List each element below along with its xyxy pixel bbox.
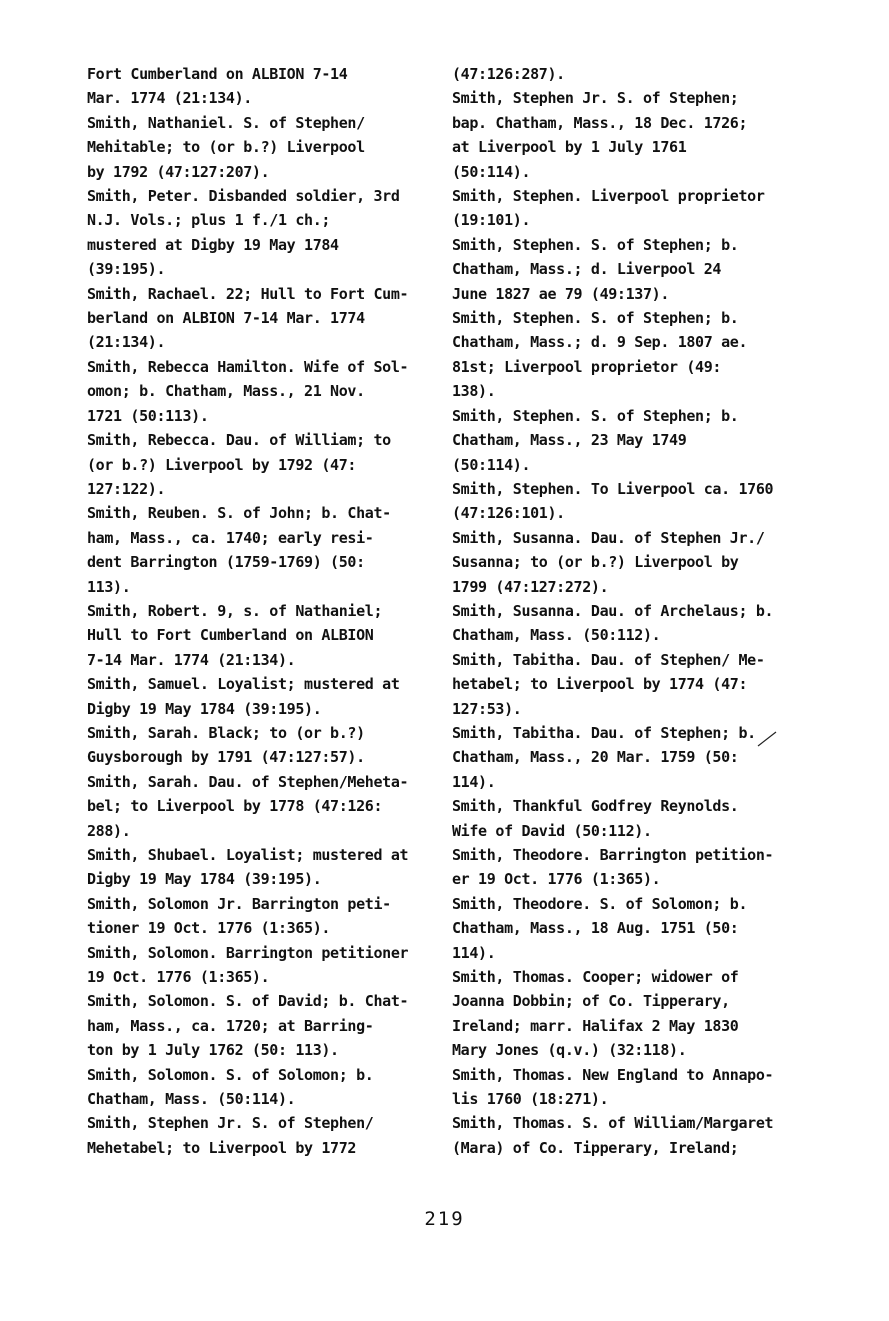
left-column — [87, 62, 442, 1160]
entry-line: omon; b. Chatham, Mass., 21 Nov. — [87, 382, 365, 401]
entry-line: Smith, Sarah. Dau. of Stephen/Meheta- — [87, 772, 409, 791]
entry-line: Digby 19 May 1784 (39:195). — [87, 699, 322, 718]
entry-line: Smith, Nathaniel. S. of Stephen/ — [87, 113, 365, 132]
entry-line: (47:126:101). — [452, 504, 565, 523]
entry-line: Smith, Thomas. S. of William/Margaret — [452, 1114, 774, 1133]
entry-line: mustered at Digby 19 May 1784 — [87, 235, 339, 254]
index-entry — [87, 501, 442, 599]
entry-line: (47:126:287). — [452, 65, 565, 83]
entry-line: Smith, Thomas. Cooper; widower of — [452, 968, 739, 987]
index-entry — [452, 477, 792, 526]
entry-line: Smith, Susanna. Dau. of Stephen Jr./ — [452, 528, 765, 547]
entry-line: Smith, Thankful Godfrey Reynolds. — [452, 797, 739, 816]
index-entry — [87, 892, 442, 941]
index-entry — [452, 1111, 792, 1160]
entry-line: Susanna; to (or b.?) Liverpool by — [452, 553, 739, 572]
entry-line: Smith, Theodore. S. of Solomon; b. — [452, 894, 748, 913]
index-entry — [452, 1063, 792, 1112]
entry-line: (19:101). — [452, 211, 531, 230]
index-entry — [452, 648, 792, 721]
entry-line: Chatham, Mass. (50:112). — [452, 626, 661, 645]
index-entry — [452, 306, 792, 404]
index-entry — [452, 62, 792, 86]
entry-line: 288). — [87, 821, 131, 840]
entry-line: Digby 19 May 1784 (39:195). — [87, 870, 322, 889]
entry-line: Chatham, Mass.; d. 9 Sep. 1807 ae. — [452, 333, 748, 352]
entry-line: 19 Oct. 1776 (1:365). — [87, 968, 270, 987]
entry-line: 114). — [452, 772, 496, 791]
entry-line: Smith, Stephen. S. of Stephen; b. — [452, 406, 739, 425]
entry-line: (or b.?) Liverpool by 1792 (47: — [87, 455, 357, 474]
index-entry — [87, 941, 442, 990]
entry-line: Chatham, Mass., 20 Mar. 1759 (50: — [452, 748, 739, 767]
entry-line: lis 1760 (18:271). — [452, 1090, 609, 1109]
entry-line: Smith, Stephen. S. of Stephen; b. — [452, 309, 739, 328]
entry-line: hetabel; to Liverpool by 1774 (47: — [452, 675, 748, 694]
entry-line: Chatham, Mass., 18 Aug. 1751 (50: — [452, 919, 739, 938]
entry-line: Smith, Solomon Jr. Barrington peti- — [87, 894, 391, 913]
entry-line: Smith, Rebecca. Dau. of William; to — [87, 431, 391, 450]
entry-line: Smith, Stephen. Liverpool proprietor — [452, 187, 765, 206]
entry-line: er 19 Oct. 1776 (1:365). — [452, 870, 661, 889]
entry-line: 1799 (47:127:272). — [452, 577, 609, 596]
entry-line: tioner 19 Oct. 1776 (1:365). — [87, 919, 331, 938]
entry-line: Smith, Tabitha. Dau. of Stephen/ Me- — [452, 650, 765, 669]
index-entry — [452, 721, 792, 794]
entry-line: ham, Mass., ca. 1740; early resi- — [87, 528, 374, 547]
entry-line: Chatham, Mass. (50:114). — [87, 1090, 296, 1109]
entry-line: ton by 1 July 1762 (50: 113). — [87, 1041, 339, 1060]
entry-line: Smith, Solomon. S. of David; b. Chat- — [87, 992, 409, 1011]
index-entry — [452, 599, 792, 648]
entry-line: (39:195). — [87, 260, 166, 279]
index-entry — [87, 672, 442, 721]
entry-line: Smith, Robert. 9, s. of Nathaniel; — [87, 601, 383, 620]
index-entry — [452, 526, 792, 599]
page-number: 219 — [424, 1208, 465, 1230]
entry-line: by 1792 (47:127:207). — [87, 162, 270, 181]
index-entry — [452, 843, 792, 892]
entry-line: Mehitable; to (or b.?) Liverpool — [87, 138, 365, 157]
index-entry — [87, 599, 442, 672]
entry-line: 138). — [452, 382, 496, 401]
entry-line: (21:134). — [87, 333, 166, 352]
entry-line: Chatham, Mass.; d. Liverpool 24 — [452, 260, 722, 279]
index-entry — [87, 770, 442, 843]
index-entry — [87, 428, 442, 501]
entry-line: Smith, Solomon. S. of Solomon; b. — [87, 1065, 374, 1084]
entry-line: berland on ALBION 7-14 Mar. 1774 — [87, 309, 365, 328]
index-entry — [87, 111, 442, 184]
entry-line: 7-14 Mar. 1774 (21:134). — [87, 650, 296, 669]
right-column — [452, 62, 792, 1160]
entry-line: Smith, Rachael. 22; Hull to Fort Cum- — [87, 284, 409, 303]
entry-line: Fort Cumberland on ALBION 7-14 — [87, 65, 348, 83]
entry-line: Smith, Susanna. Dau. of Archelaus; b. — [452, 601, 774, 620]
entry-line: Mary Jones (q.v.) (32:118). — [452, 1041, 687, 1060]
index-entry — [452, 404, 792, 477]
entry-line: 1721 (50:113). — [87, 406, 209, 425]
entry-line: N.J. Vols.; plus 1 f./1 ch.; — [87, 211, 331, 230]
index-entry — [87, 721, 442, 770]
entry-line: 114). — [452, 943, 496, 962]
entry-line: Smith, Stephen. S. of Stephen; b. — [452, 235, 739, 254]
entry-line: Wife of David (50:112). — [452, 821, 652, 840]
entry-line: Mehetabel; to Liverpool by 1772 — [87, 1138, 357, 1157]
entry-line: at Liverpool by 1 July 1761 — [452, 138, 687, 157]
entry-line: June 1827 ae 79 (49:137). — [452, 284, 670, 303]
entry-line: bap. Chatham, Mass., 18 Dec. 1726; — [452, 113, 748, 132]
entry-line: Ireland; marr. Halifax 2 May 1830 — [452, 1016, 739, 1035]
entry-line: Smith, Thomas. New England to Annapo- — [452, 1065, 774, 1084]
entry-line: (Mara) of Co. Tipperary, Ireland; — [452, 1138, 739, 1157]
index-entry — [452, 184, 792, 233]
entry-line: Guysborough by 1791 (47:127:57). — [87, 748, 365, 767]
entry-line: Smith, Stephen. To Liverpool ca. 1760 — [452, 479, 774, 498]
index-entry — [87, 1111, 442, 1160]
entry-line: Joanna Dobbin; of Co. Tipperary, — [452, 992, 730, 1011]
index-entry — [452, 892, 792, 965]
index-entry — [87, 989, 442, 1062]
entry-line: Smith, Rebecca Hamilton. Wife of Sol- — [87, 357, 409, 376]
index-entry — [87, 1063, 442, 1112]
entry-line: 127:53). — [452, 699, 522, 718]
entry-line: Smith, Shubael. Loyalist; mustered at — [87, 846, 409, 864]
entry-line: 127:122). — [87, 479, 166, 498]
entry-line: 81st; Liverpool proprietor (49: — [452, 357, 722, 376]
entry-line: Smith, Reuben. S. of John; b. Chat- — [87, 504, 391, 523]
entry-line: Smith, Tabitha. Dau. of Stephen; b. — [452, 723, 756, 742]
entry-line: Smith, Stephen Jr. S. of Stephen/ — [87, 1114, 374, 1133]
index-entry — [452, 86, 792, 184]
index-entry — [87, 184, 442, 282]
index-entry — [87, 355, 442, 428]
entry-line: Smith, Theodore. Barrington petition- — [452, 846, 774, 864]
entry-line: Smith, Solomon. Barrington petitioner — [87, 943, 409, 962]
index-entry — [452, 965, 792, 1063]
entry-line: Chatham, Mass., 23 May 1749 — [452, 431, 687, 450]
entry-line: dent Barrington (1759-1769) (50: — [87, 553, 365, 572]
index-entry — [87, 62, 442, 111]
entry-line: Smith, Peter. Disbanded soldier, 3rd — [87, 187, 400, 206]
entry-line: (50:114). — [452, 455, 531, 474]
entry-line: Hull to Fort Cumberland on ALBION — [87, 626, 374, 645]
entry-line: ham, Mass., ca. 1720; at Barring- — [87, 1016, 374, 1035]
entry-line: (50:114). — [452, 162, 531, 181]
entry-line: 113). — [87, 577, 131, 596]
entry-line: Smith, Sarah. Black; to (or b.?) — [87, 723, 365, 742]
index-entry — [452, 794, 792, 843]
entry-line: Mar. 1774 (21:134). — [87, 89, 252, 108]
pencil-check-mark — [756, 730, 780, 754]
index-entry — [452, 233, 792, 306]
entry-line: Smith, Samuel. Loyalist; mustered at — [87, 675, 400, 694]
entry-line: bel; to Liverpool by 1778 (47:126: — [87, 797, 383, 816]
entry-line: Smith, Stephen Jr. S. of Stephen; — [452, 89, 739, 108]
index-entry — [87, 843, 442, 892]
index-entry — [87, 282, 442, 355]
